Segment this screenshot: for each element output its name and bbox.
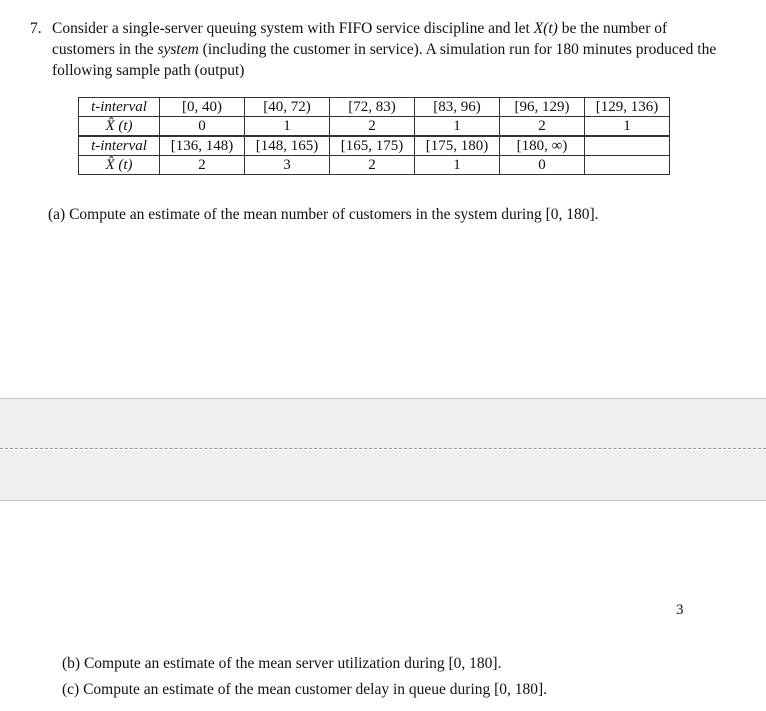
- interval-cell: [40, 72): [245, 98, 330, 117]
- page-break-gap-bottom: [0, 450, 766, 501]
- problem-text-part-2: be the number of customers in the: [52, 20, 668, 58]
- sample-path-table: [78, 97, 670, 175]
- value-cell: [585, 156, 670, 175]
- table-row: [79, 117, 670, 137]
- question-part-c: (c) Compute an estimate of the mean customer delay in queue during [0, 180].: [62, 681, 548, 698]
- interval-cell: [585, 136, 670, 156]
- interval-cell: [96, 129): [500, 98, 585, 117]
- interval-cell: [165, 175): [330, 136, 415, 156]
- value-cell: 1: [415, 117, 500, 137]
- row-label-value: X̂ (t): [79, 117, 160, 137]
- question-part-b: (b) Compute an estimate of the mean server utilization during [0, 180].: [62, 655, 502, 672]
- interval-cell: [136, 148): [160, 136, 245, 156]
- question-part-a: (a) Compute an estimate of the mean number of customers in the system during [0, 180].: [48, 206, 599, 223]
- interval-cell: [175, 180): [415, 136, 500, 156]
- page-number: 3: [676, 602, 684, 618]
- interval-cell: [72, 83): [330, 98, 415, 117]
- table-row: [79, 136, 670, 156]
- page-break-divider: [0, 448, 766, 449]
- value-cell: 1: [415, 156, 500, 175]
- interval-cell: [180, ∞): [500, 136, 585, 156]
- row-label-interval: t-interval: [79, 136, 160, 156]
- interval-cell: [83, 96): [415, 98, 500, 117]
- value-cell: 2: [500, 117, 585, 137]
- value-cell: 1: [245, 117, 330, 137]
- problem-text-part-3: (including the customer in service). A simulation run for 180 minutes produced the following sample path (output): [52, 41, 717, 79]
- page-break-gap-top: [0, 398, 766, 449]
- value-cell: 2: [330, 117, 415, 137]
- row-label-interval: t-interval: [79, 98, 160, 117]
- row-label-value: X̂ (t): [79, 156, 160, 175]
- interval-cell: [0, 40): [160, 98, 245, 117]
- value-cell: 1: [585, 117, 670, 137]
- interval-cell: [129, 136): [585, 98, 670, 117]
- value-cell: 0: [500, 156, 585, 175]
- problem-statement: [30, 18, 720, 81]
- table-row: [79, 156, 670, 175]
- value-cell: 2: [160, 156, 245, 175]
- value-cell: 2: [330, 156, 415, 175]
- interval-cell: [148, 165): [245, 136, 330, 156]
- problem-emphasis: system: [157, 41, 199, 58]
- problem-text: [52, 18, 720, 81]
- value-cell: 0: [160, 117, 245, 137]
- problem-text-part-1: Consider a single-server queuing system with FIFO service discipline and let: [52, 20, 534, 37]
- problem-variable: X(t): [533, 20, 558, 37]
- problem-number: 7.: [30, 20, 42, 37]
- value-cell: 3: [245, 156, 330, 175]
- table-row: [79, 98, 670, 117]
